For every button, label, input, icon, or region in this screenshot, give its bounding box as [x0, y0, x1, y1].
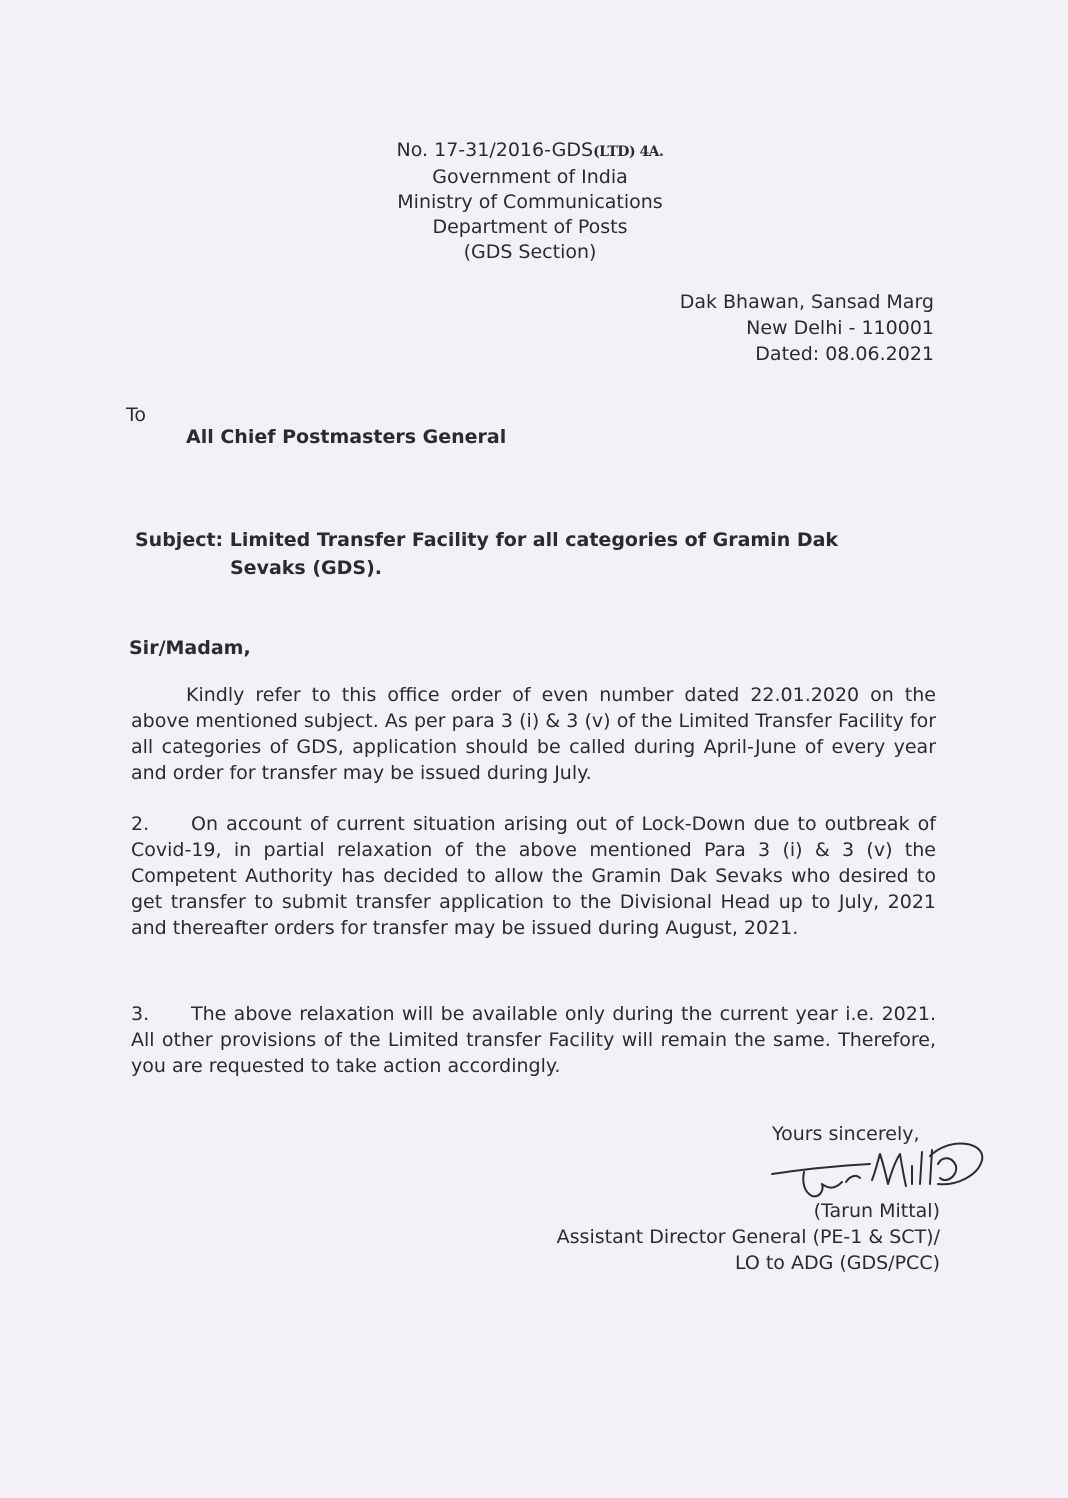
paragraph-1 — [131, 682, 936, 786]
signatory-designation-2: LO to ADG (GDS/PCC) — [734, 1252, 940, 1274]
paragraph-3-body — [131, 1001, 936, 1079]
subject-text-1: Limited Transfer Facility for all categories of Gramin Dak — [229, 529, 839, 551]
subject-label: Subject: — [135, 529, 224, 551]
ministry-line: Ministry of Communications — [397, 191, 663, 213]
address-line-2: New Delhi - 110001 — [746, 317, 934, 339]
recipient-name: All Chief Postmasters General — [186, 426, 507, 448]
government-line: Government of India — [432, 166, 628, 188]
paragraph-3 — [131, 1001, 936, 1079]
paragraph-2 — [131, 811, 936, 941]
address-line-1: Dak Bhawan, Sansad Marg — [679, 291, 934, 313]
salutation: Sir/Madam, — [129, 637, 251, 659]
paragraph-2-text: On account of current situation arising out of Lock-Down due to outbreak of Covid-19, in partial relaxation of the above mentioned Para 3 (i) & 3 (v) the Competent Authority has decided to allow the Gramin Dak Sevaks who desired to get transfer to submit transfer application to the Divisional Head up to July, 2021 and thereafter orders for transfer may be issued during August, 2021. — [131, 813, 936, 939]
handwritten-signature — [760, 1126, 990, 1206]
closing: Yours sincerely, — [772, 1123, 920, 1145]
department-line: Department of Posts — [432, 216, 628, 238]
date-line: Dated: 08.06.2021 — [755, 343, 934, 365]
paragraph-3-number: 3. — [131, 1003, 150, 1025]
to-label: To — [126, 404, 147, 426]
subject-line-2: Sevaks (GDS). — [230, 557, 382, 579]
subject-line-1 — [135, 529, 838, 551]
file-number-handwritten: (LTD) 4A. — [593, 144, 664, 160]
section-line: (GDS Section) — [463, 241, 597, 263]
file-number-line — [330, 138, 730, 165]
address-block — [600, 289, 934, 367]
signatory-name: (Tarun Mittal) — [813, 1200, 940, 1222]
signatory-designation-1: Assistant Director General (PE-1 & SCT)/ — [556, 1226, 940, 1248]
paragraph-1-text: Kindly refer to this office order of even number dated 22.01.2020 on the above mentioned subject. As per para 3 (i) & 3 (v) of the Limited Transfer Facility for all categories of GDS, application should be called during April-June of every year and order for transfer may be issued during July. — [131, 684, 936, 784]
file-number: No. 17-31/2016-GDS — [396, 139, 594, 161]
letter-header — [330, 138, 730, 265]
signatory-block — [500, 1198, 940, 1276]
paragraph-3-text: The above relaxation will be available only during the current year i.e. 2021. All other provisions of the Limited transfer Facility will remain the same. Therefore, you are requested to take action accordingly. — [131, 1003, 936, 1077]
paragraph-2-number: 2. — [131, 813, 150, 835]
paragraph-2-body — [131, 811, 936, 941]
